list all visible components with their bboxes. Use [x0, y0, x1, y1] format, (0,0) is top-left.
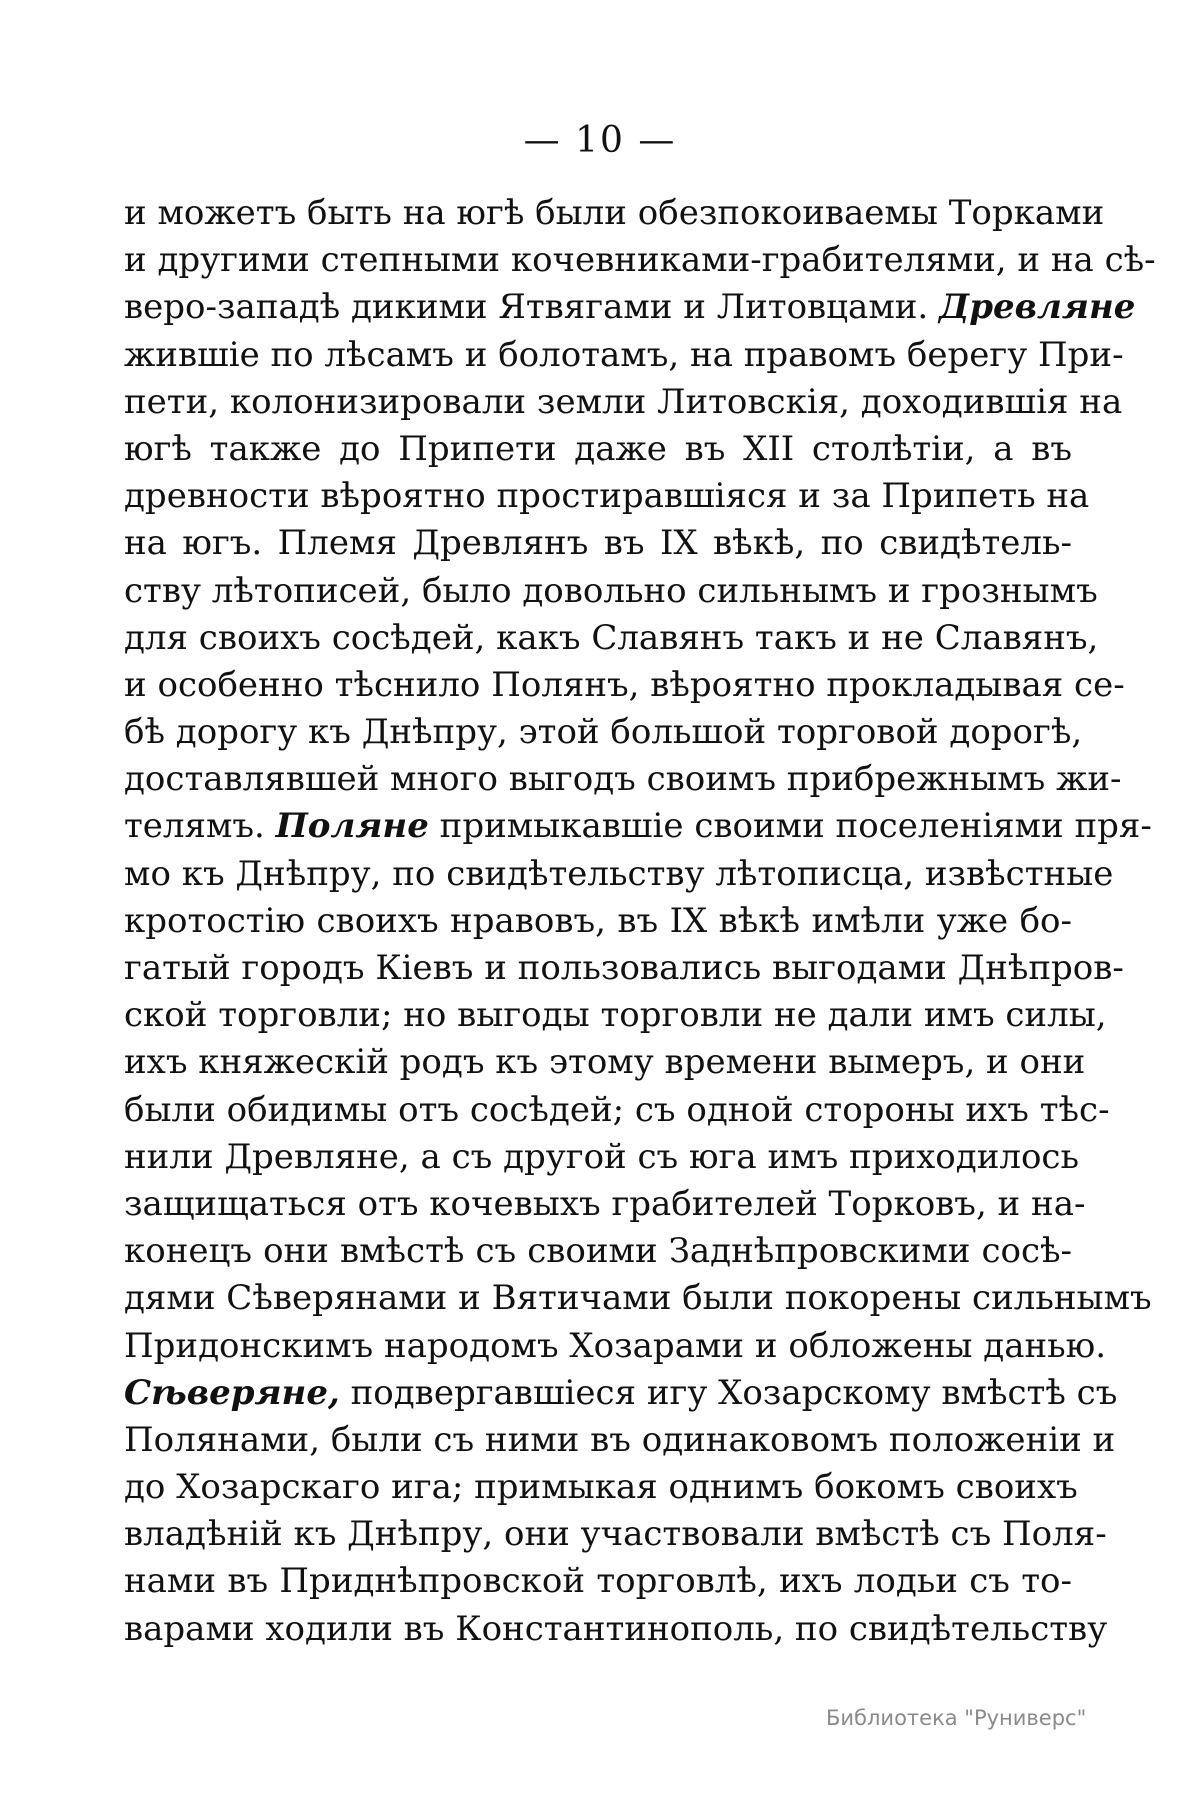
text-line [124, 520, 1072, 567]
text-line [124, 1181, 1086, 1228]
text-line [124, 1511, 1107, 1558]
text-run: пети, колонизировали земли Литовскія, доходившія на [124, 381, 1123, 422]
text-run: дями Сѣверянами и Вятичами были покорены сильнымъ [124, 1278, 1152, 1319]
text-line [124, 426, 1072, 473]
text-run: кротостію своихъ нравовъ, въ IX вѣкѣ имѣли уже бо- [124, 900, 1072, 941]
text-run: древности вѣроятно простиравшіяся и за Припеть на [124, 476, 1090, 517]
text-line [124, 379, 1123, 426]
text-line [124, 1417, 1116, 1464]
text-line [124, 662, 1125, 709]
italic-term: Сѣверяне, [124, 1372, 340, 1413]
text-run: и можетъ быть на югѣ были обезпокоиваемы Торками [124, 193, 1105, 233]
text-run: ской торговли; но выгоды торговли не дали имъ силы, [124, 995, 1107, 1036]
body-text [124, 190, 1156, 1653]
text-run: гатый городъ Кіевъ и пользовались выгодами Днѣпров- [124, 948, 1124, 988]
text-line [124, 332, 1124, 379]
text-run: жившіе по лѣсамъ и болотамъ, на правомъ берегу При- [124, 334, 1124, 375]
text-run: примыкавшіе своими поселеніями пря- [428, 806, 1152, 847]
text-run: для своихъ сосѣдей, какъ Славянъ такъ и не Славянъ, [124, 617, 1099, 658]
text-run: телямъ. [124, 806, 276, 847]
text-line [124, 1087, 1110, 1134]
text-run: владѣній къ Днѣпру, они участвовали вмѣстѣ съ Поля- [124, 1514, 1107, 1555]
text-line [124, 851, 1114, 898]
text-run: веро-западѣ дикими Ятвягами и Литовцами. [124, 287, 940, 328]
text-line [124, 756, 1122, 803]
text-run: варами ходили въ Константинополь, по свидѣтельству [124, 1608, 1108, 1649]
text-run: ихъ княжескій родъ къ этому времени вымеръ, и они [124, 1042, 1086, 1083]
text-line [124, 473, 1090, 520]
text-run: Придонскимъ народомъ Хозарами и обложены данью. [124, 1325, 1107, 1366]
text-run: нами въ Приднѣпровской торговлѣ, ихъ лодьи съ то- [124, 1561, 1072, 1602]
text-run: Полянами, были съ ними въ одинаковомъ положеніи и [124, 1419, 1116, 1460]
text-line [124, 1370, 1118, 1417]
library-watermark: Библиотека "Руниверс" [826, 1706, 1087, 1730]
italic-term: Поляне [275, 806, 429, 847]
text-run: мо къ Днѣпру, по свидѣтельству лѣтописца, извѣстные [124, 853, 1114, 894]
text-line [124, 237, 1156, 284]
text-line [124, 1039, 1086, 1086]
text-line [124, 709, 1083, 756]
text-line [124, 1275, 1152, 1322]
text-run: конецъ они вмѣстѣ съ своими Заднѣпровскими сосѣ- [124, 1231, 1072, 1272]
text-run: нили Древляне, а съ другой съ юга имъ приходилось [124, 1136, 1079, 1177]
text-run: югѣ также до Припети даже въ XII столѣтіи, а въ [124, 428, 1072, 469]
italic-term: Древляне [939, 287, 1136, 328]
text-run: и другими степными кочевниками-грабителями, и на сѣ- [124, 240, 1156, 281]
text-run: доставлявшей много выгодъ своимъ прибрежнымъ жи- [124, 759, 1122, 800]
text-line [124, 1228, 1072, 1275]
text-line [124, 284, 1136, 331]
text-run: подвергавшіеся игу Хозарскому вмѣстѣ съ [339, 1372, 1118, 1413]
text-line [124, 568, 1098, 615]
text-line [124, 1134, 1079, 1181]
text-line [124, 1606, 1108, 1653]
page-number: — 10 — [523, 120, 677, 161]
text-run: бѣ дорогу къ Днѣпру, этой большой торговой дорогѣ, [124, 712, 1083, 753]
text-run: на югъ. Племя Древлянъ въ IX вѣкѣ, по свидѣтель- [124, 523, 1072, 564]
text-run: ству лѣтописей, было довольно сильнымъ и грознымъ [124, 570, 1098, 611]
text-line [124, 898, 1072, 945]
text-run: и особенно тѣснило Полянъ, вѣроятно прокладывая се- [124, 664, 1125, 705]
text-line [124, 992, 1107, 1039]
text-line [124, 1323, 1107, 1370]
text-line [124, 803, 1152, 850]
text-run: были обидимы отъ сосѣдей; съ одной стороны ихъ тѣс- [124, 1089, 1110, 1130]
text-line [124, 1464, 1078, 1511]
text-line [124, 945, 1124, 992]
text-line [124, 615, 1099, 662]
text-run: защищаться отъ кочевыхъ грабителей Торковъ, и на- [124, 1183, 1086, 1224]
text-run: до Хозарскаго ига; примыкая однимъ бокомъ своихъ [124, 1467, 1078, 1508]
text-line [124, 1558, 1072, 1605]
text-line [124, 190, 1105, 237]
